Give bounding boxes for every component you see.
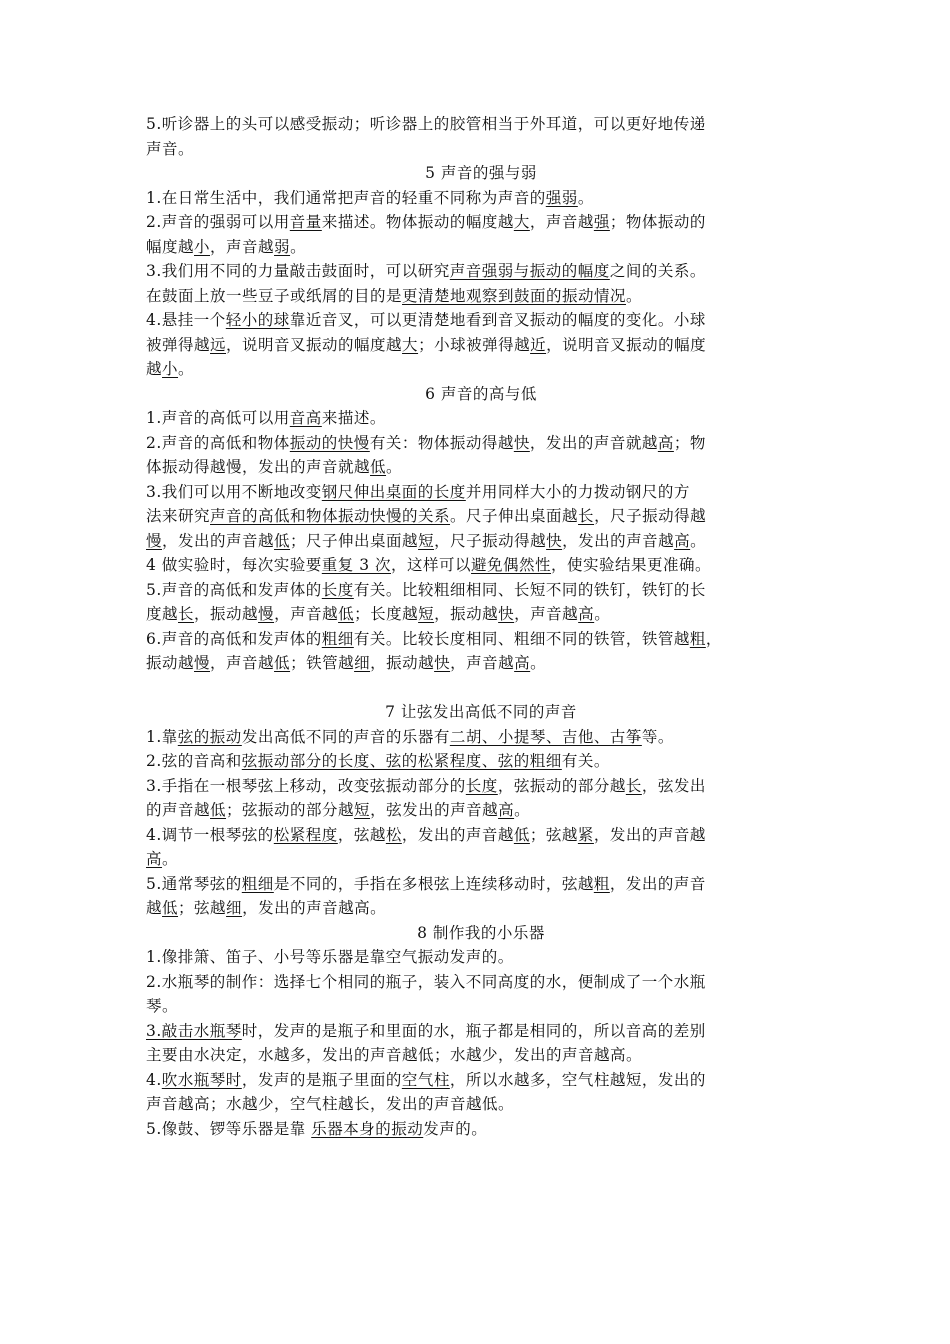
document-page [146, 112, 816, 1141]
text-line [146, 872, 816, 897]
answer-blank: 振动的快慢 [289, 433, 370, 452]
text-run: 发声的。 [423, 1119, 488, 1138]
text-line [146, 210, 816, 235]
list-item [146, 553, 816, 578]
text-run: 2.弦的音高和 [146, 752, 242, 770]
answer-blank: 粗细 [241, 874, 274, 893]
text-run: 是不同的，手指在多根弦上连续移动时，弦越 [273, 874, 594, 893]
answer-blank: 快 [498, 605, 515, 623]
text-line [146, 749, 816, 774]
text-run: ；铁管越 [290, 654, 355, 672]
text-line [146, 235, 816, 260]
answer-blank: 长 [178, 605, 195, 623]
answer-blank: 3.敲击水瓶琴 [146, 1021, 242, 1040]
text-line [146, 284, 816, 309]
text-run: ，振动越 [370, 654, 435, 672]
text-run: ，发声的是瓶子里面的 [241, 1070, 402, 1089]
answer-blank: 慢 [258, 605, 275, 623]
text-line [146, 308, 816, 333]
text-run: 4.调节一根琴弦的 [146, 825, 274, 844]
text-run: 2.声音的高低和物体 [146, 433, 290, 452]
text-line [146, 112, 816, 137]
answer-blank: 紧 [577, 825, 594, 844]
text-run: 来描述。物体振动的幅度越 [321, 213, 514, 231]
text-run: ；物 [673, 433, 706, 452]
text-line [146, 896, 816, 921]
text-run: 有关。比较长度相同、粗细不同的铁管，铁管越 [353, 629, 690, 648]
list-item [146, 725, 816, 750]
section-s4 [146, 112, 816, 161]
list-item [146, 431, 816, 480]
text-run: ；弦越 [529, 825, 578, 844]
text-line [146, 137, 816, 162]
text-run: ，振动越 [434, 605, 499, 623]
text-line [146, 1043, 816, 1068]
answer-blank: 松紧程度 [273, 825, 338, 844]
text-run: 振动越 [146, 654, 195, 672]
text-line [146, 333, 816, 358]
list-item [146, 112, 816, 161]
text-run: 越 [146, 360, 163, 378]
answer-blank: 低 [513, 825, 530, 844]
section-s7 [146, 676, 816, 921]
answer-blank: 小 [194, 237, 211, 256]
text-line [146, 480, 816, 505]
text-run: 时，发声的是瓶子和里面的水，瓶子都是相同的，所以音高的差别 [241, 1021, 706, 1040]
list-item [146, 406, 816, 431]
answer-blank: 音量 [289, 213, 322, 231]
answer-blank: 粗细 [321, 629, 354, 648]
text-run: ，弦发出 [641, 776, 706, 795]
text-line [146, 431, 816, 456]
list-item [146, 1068, 816, 1117]
text-run: 4. [146, 1070, 162, 1089]
text-run: 声音。 [146, 139, 195, 158]
list-item [146, 480, 816, 554]
text-line [146, 651, 816, 676]
text-run: 1.靠 [146, 727, 178, 746]
section-title: 5 声音的强与弱 [425, 164, 537, 182]
text-run: 发出高低不同的声音的乐器有 [241, 727, 450, 746]
blank-line [146, 676, 816, 701]
answer-blank: 二胡、小提琴、吉他、古筝 [449, 727, 642, 746]
text-run: 并用同样大小的力拨动钢尺的方 [465, 482, 690, 501]
list-item [146, 210, 816, 259]
text-line [146, 406, 816, 431]
text-run: 2.水瓶琴的制作：选择七个相同的瓶子，装入不同高度的水，便制成了一个水瓶 [146, 972, 706, 991]
answer-blank: 慢 [194, 654, 211, 672]
text-run: ，发出的声音越 [593, 825, 706, 844]
list-item [146, 186, 816, 211]
text-run: 5.像鼓、锣等乐器是靠 [146, 1119, 312, 1138]
answer-blank: 快 [434, 654, 451, 672]
text-run: ，这样可以 [391, 556, 472, 574]
text-line [146, 259, 816, 284]
text-run: 。 [162, 850, 179, 868]
answer-blank: 乐器本身的振动 [311, 1119, 424, 1138]
section-s8 [146, 921, 816, 1142]
text-line [146, 725, 816, 750]
list-item [146, 945, 816, 970]
text-line [146, 357, 816, 382]
text-run: 。 [594, 605, 611, 623]
text-run: ，发出的声音越 [562, 531, 675, 550]
section-s6 [146, 382, 816, 676]
answer-blank: 快 [546, 531, 563, 550]
text-run: 体振动得越慢，发出的声音就越 [146, 458, 371, 476]
answer-blank: 大 [513, 213, 530, 231]
answer-blank: 小 [162, 360, 179, 378]
list-item [146, 970, 816, 1019]
text-run: 幅度越 [146, 237, 195, 256]
text-run: ，声音越 [529, 213, 594, 231]
text-run: 。 [577, 188, 594, 207]
answer-blank: 空气柱 [401, 1070, 450, 1089]
answer-blank: 长度 [465, 776, 498, 795]
section-title: 8 制作我的小乐器 [417, 923, 545, 942]
answer-blank: 弱 [274, 237, 291, 256]
text-line [146, 553, 816, 578]
text-run: 有关。 [561, 752, 610, 770]
text-line [146, 578, 816, 603]
list-item [146, 1019, 816, 1068]
answer-blank: 慢 [146, 531, 163, 550]
text-run: 。尺子伸出桌面越 [450, 507, 579, 525]
text-run: ，振动越 [194, 605, 259, 623]
text-run: 。 [514, 801, 531, 819]
text-run: 声音越高；水越少，空气柱越长，发出的声音越低。 [146, 1095, 515, 1113]
text-run: 之间的关系。 [609, 262, 706, 280]
list-item [146, 578, 816, 627]
text-run: ，发出的声音越 [401, 825, 514, 844]
text-line [146, 774, 816, 799]
text-run: ，尺子振动得越 [434, 531, 547, 550]
text-run: 越 [146, 899, 163, 917]
text-run: ，弦越 [337, 825, 386, 844]
text-run: ，声音越 [210, 654, 275, 672]
text-run: 1.像排箫、笛子、小号等乐器是靠空气振动发声的。 [146, 948, 514, 966]
answer-blank: 低 [370, 458, 387, 476]
answer-blank: 大 [402, 335, 419, 354]
answer-blank: 松 [385, 825, 402, 844]
answer-blank: 更清楚地观察到鼓面的振动情况 [402, 286, 627, 305]
text-run: 。 [290, 237, 307, 256]
text-line [146, 823, 816, 848]
answer-blank: 低 [338, 605, 355, 623]
answer-blank: 低 [210, 801, 227, 819]
text-run: 有关。比较粗细相同、长短不同的铁钉，铁钉的长 [353, 580, 706, 599]
text-run: 。 [178, 360, 195, 378]
answer-blank: 短 [354, 801, 371, 819]
text-line [146, 627, 816, 652]
text-run: ；长度越 [354, 605, 419, 623]
answer-blank: 短 [418, 605, 435, 623]
text-run: 4 做实验时，每次实验要 [146, 556, 322, 574]
answer-blank: 高 [514, 654, 531, 672]
text-run: ，使实验结果更准确。 [551, 556, 712, 574]
list-item [146, 749, 816, 774]
text-run: 主要由水决定，水越多，发出的声音越低；水越少，发出的声音越高。 [146, 1046, 643, 1064]
text-run: 靠近音叉，可以更清楚地看到音叉振动的幅度的变化。小球 [289, 311, 706, 329]
answer-blank: 低 [274, 531, 291, 550]
answer-blank: 长 [578, 507, 595, 525]
answer-blank: 粗 [593, 874, 610, 893]
text-run: 2.声音的强弱可以用 [146, 213, 290, 231]
answer-blank: 重复 3 次 [321, 556, 392, 574]
text-run: 被弹得越 [146, 335, 211, 354]
answer-blank: 声音的高低和物体振动快慢的关系 [210, 507, 451, 525]
text-run: 3.我们可以用不断地改变 [146, 482, 322, 501]
text-line [146, 186, 816, 211]
text-run: 琴。 [146, 997, 179, 1015]
answer-blank: 声音强弱与振动的幅度 [449, 262, 610, 280]
text-line [146, 994, 816, 1019]
text-run: ，声音越 [274, 605, 339, 623]
answer-blank: 高 [657, 433, 674, 452]
text-run: ；小球被弹得越 [418, 335, 531, 354]
text-run: 5.听诊器上的头可以感受振动；听诊器上的胶管相当于外耳道，可以更好地传递 [146, 115, 706, 133]
text-run: ，所以水越多，空气柱越短，发出的 [449, 1070, 706, 1089]
answer-blank: 快 [513, 433, 530, 452]
answer-blank: 低 [162, 899, 179, 917]
answer-blank: 细 [354, 654, 371, 672]
text-run: 。 [626, 286, 643, 305]
text-run: 。 [690, 531, 707, 550]
text-line [146, 970, 816, 995]
text-run: ，声音越 [210, 237, 275, 256]
text-run: 4.悬挂一个 [146, 311, 226, 329]
text-run: 6.声音的高低和发声体的 [146, 629, 322, 648]
answer-blank: 短 [418, 531, 435, 550]
answer-blank: 高 [146, 850, 163, 868]
text-run: ，说明音叉振动的幅度越 [226, 335, 403, 354]
answer-blank: 远 [210, 335, 227, 354]
answer-blank: 吹水瓶琴时 [161, 1070, 242, 1089]
text-run: 3.手指在一根琴弦上移动，改变弦振动部分的 [146, 776, 466, 795]
list-item [146, 1117, 816, 1142]
section-title: 7 让弦发出高低不同的声音 [385, 703, 577, 721]
answer-blank: 强 [593, 213, 610, 231]
list-item [146, 872, 816, 921]
text-run: 。 [530, 654, 547, 672]
text-run: ；弦振动的部分越 [226, 801, 355, 819]
text-run: ， [705, 629, 722, 648]
text-run: ，弦发出的声音越 [370, 801, 499, 819]
text-run: ，说明音叉振动的幅度 [546, 335, 707, 354]
text-run: 1.在日常生活中，我们通常把声音的轻重不同称为声音的 [146, 188, 546, 207]
answer-blank: 高 [674, 531, 691, 550]
text-run: ；物体振动的 [609, 213, 706, 231]
text-run: ，发出的声音越高。 [242, 899, 387, 917]
text-line [146, 455, 816, 480]
answer-blank: 音高 [289, 409, 322, 427]
list-item [146, 774, 816, 823]
answer-blank: 弦振动部分的长度、弦的松紧程度、弦的粗细 [241, 752, 562, 770]
text-line [146, 504, 816, 529]
text-line [146, 798, 816, 823]
text-run: ；尺子伸出桌面越 [290, 531, 419, 550]
text-run: 来描述。 [321, 409, 386, 427]
text-run: 5.声音的高低和发声体的 [146, 580, 322, 599]
section-title: 6 声音的高与低 [425, 384, 537, 403]
answer-blank: 高 [498, 801, 515, 819]
text-run: 1.声音的高低可以用 [146, 409, 290, 427]
text-run: 3.我们用不同的力量敲击鼓面时，可以研究 [146, 262, 450, 280]
text-run: 度越 [146, 605, 179, 623]
text-run: 。 [386, 458, 403, 476]
section-s5 [146, 161, 816, 382]
text-run: ，尺子振动得越 [594, 507, 707, 525]
answer-blank: 弦的振动 [177, 727, 242, 746]
answer-blank: 低 [274, 654, 291, 672]
text-line [146, 602, 816, 627]
answer-blank: 长 [625, 776, 642, 795]
text-run: ，发出的声音就越 [529, 433, 658, 452]
answer-blank: 强弱 [545, 188, 578, 207]
list-item [146, 259, 816, 308]
list-item [146, 308, 816, 382]
text-run: ，发出的声音 [609, 874, 706, 893]
text-run: 在鼓面上放一些豆子或纸屑的目的是 [146, 286, 403, 305]
text-run: 5.通常琴弦的 [146, 874, 242, 893]
text-run: 法来研究 [146, 507, 211, 525]
text-line [146, 1019, 816, 1044]
list-item [146, 627, 816, 676]
text-line [146, 1092, 816, 1117]
answer-blank: 细 [226, 899, 243, 917]
answer-blank: 高 [578, 605, 595, 623]
text-line [146, 945, 816, 970]
text-run: 等。 [641, 727, 674, 746]
answer-blank: 轻小的球 [225, 311, 290, 329]
text-run: 的声音越 [146, 801, 211, 819]
answer-blank: 粗 [689, 629, 706, 648]
text-run: ，声音越 [450, 654, 515, 672]
text-run: ，发出的声音越 [162, 531, 275, 550]
text-line [146, 1068, 816, 1093]
text-line [146, 529, 816, 554]
answer-blank: 近 [530, 335, 547, 354]
text-run: 有关：物体振动得越 [369, 433, 514, 452]
text-run: ，弦振动的部分越 [497, 776, 626, 795]
answer-blank: 钢尺伸出桌面的长度 [321, 482, 466, 501]
answer-blank: 长度 [321, 580, 354, 599]
text-line [146, 1117, 816, 1142]
answer-blank: 避免偶然性 [471, 556, 552, 574]
text-line [146, 847, 816, 872]
list-item [146, 823, 816, 872]
text-run: ；弦越 [178, 899, 227, 917]
text-run: ，声音越 [514, 605, 579, 623]
